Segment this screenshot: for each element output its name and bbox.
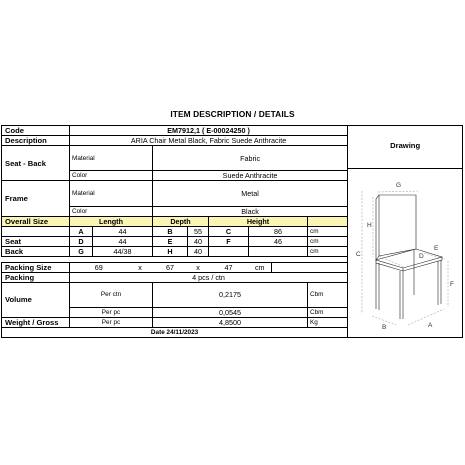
volume-pc-unit: Cbm <box>308 308 348 318</box>
frame-label: Frame <box>2 181 70 216</box>
length-header: Length <box>70 216 153 226</box>
dim-e-letter: E <box>153 236 188 246</box>
frame-color-key: Color <box>70 206 153 216</box>
drawing-letter-c: C <box>356 251 361 258</box>
packing-unit: cm <box>249 262 272 272</box>
dim-h-value: 40 <box>188 246 209 256</box>
seat-back-material-value: Fabric <box>153 146 348 171</box>
dim-g-letter: G <box>70 246 93 256</box>
packing-height: 47 <box>209 262 249 272</box>
dim-e-value: 40 <box>188 236 209 246</box>
volume-ctn-unit: Cbm <box>308 282 348 307</box>
dim-h-letter: H <box>153 246 188 256</box>
dim-a-letter: A <box>70 226 93 236</box>
date-text: Date 24/11/2023 <box>2 328 348 338</box>
spec-table <box>1 125 463 338</box>
packing-value: 4 pcs / ctn <box>70 272 348 282</box>
code-value: EM7912,1 ( E-00024250 ) <box>70 126 348 136</box>
drawing-letter-d: D <box>419 253 424 260</box>
code-row <box>2 126 463 136</box>
drawing-letter-f: F <box>450 281 455 288</box>
seat-back-material-key: Material <box>70 146 153 171</box>
drawing-letter-h: H <box>367 222 372 229</box>
volume-label: Volume <box>2 282 70 317</box>
chair-seat <box>376 249 442 268</box>
description-value: ARIA Chair Metal Black, Fabric Suede Anthracite <box>70 136 348 146</box>
dim-b-value: 55 <box>188 226 209 236</box>
drawing-letter-a: A <box>428 322 433 329</box>
document-title: ITEM DESCRIPTION / DETAILS <box>170 109 295 119</box>
weight-unit: Kg <box>308 318 348 328</box>
packing-size-label: Packing Size <box>2 262 70 272</box>
height-header: Height <box>209 216 308 226</box>
dim-c-value: 86 <box>249 226 308 236</box>
seat-back-label: Seat - Back <box>2 146 70 181</box>
chair-legs <box>376 250 441 319</box>
volume-pc-key: Per pc <box>70 308 153 318</box>
description-label: Description <box>2 136 70 146</box>
drawing-letter-g: G <box>396 182 402 189</box>
seat-unit: cm <box>308 236 348 246</box>
weight-label: Weight / Gross <box>2 318 70 328</box>
dim-a-value: 44 <box>93 226 153 236</box>
volume-ctn-value: 0,2175 <box>153 282 308 307</box>
weight-value: 4,8500 <box>153 318 308 328</box>
dim-d-letter: D <box>70 236 93 246</box>
drawing-heading: Drawing <box>348 126 462 169</box>
back-dims-label: Back <box>2 246 70 256</box>
drawing-panel <box>348 126 463 338</box>
packing-length: 69 <box>70 262 128 272</box>
code-label: Code <box>2 126 70 136</box>
depth-header: Depth <box>153 216 209 226</box>
seat-dims-label: Seat <box>2 236 70 246</box>
frame-material-key: Material <box>70 181 153 206</box>
dim-f-value: 46 <box>249 236 308 246</box>
packing-x2: x <box>188 262 209 272</box>
seat-back-color-key: Color <box>70 171 153 181</box>
frame-color-value: Black <box>153 206 348 216</box>
packing-label: Packing <box>2 272 70 282</box>
chair-backrest <box>379 195 416 256</box>
drawing-letter-b: B <box>382 324 387 331</box>
seat-back-color-value: Suede Anthracite <box>153 171 348 181</box>
dim-unit: cm <box>308 226 348 236</box>
packing-width: 67 <box>153 262 188 272</box>
dim-c-letter: C <box>209 226 249 236</box>
frame-material-value: Metal <box>153 181 348 206</box>
dim-d-value: 44 <box>93 236 153 246</box>
volume-pc-value: 0,0545 <box>153 308 308 318</box>
dim-g-value: 44/38 <box>93 246 153 256</box>
weight-key: Per pc <box>70 318 153 328</box>
dim-f-letter: F <box>209 236 249 246</box>
drawing-letter-e: E <box>434 245 439 252</box>
volume-ctn-key: Per ctn <box>70 282 153 307</box>
dim-b-letter: B <box>153 226 188 236</box>
packing-x1: x <box>128 262 153 272</box>
overall-size-label: Overall Size <box>2 216 70 226</box>
back-unit: cm <box>308 246 348 256</box>
chair-drawing <box>348 169 462 337</box>
